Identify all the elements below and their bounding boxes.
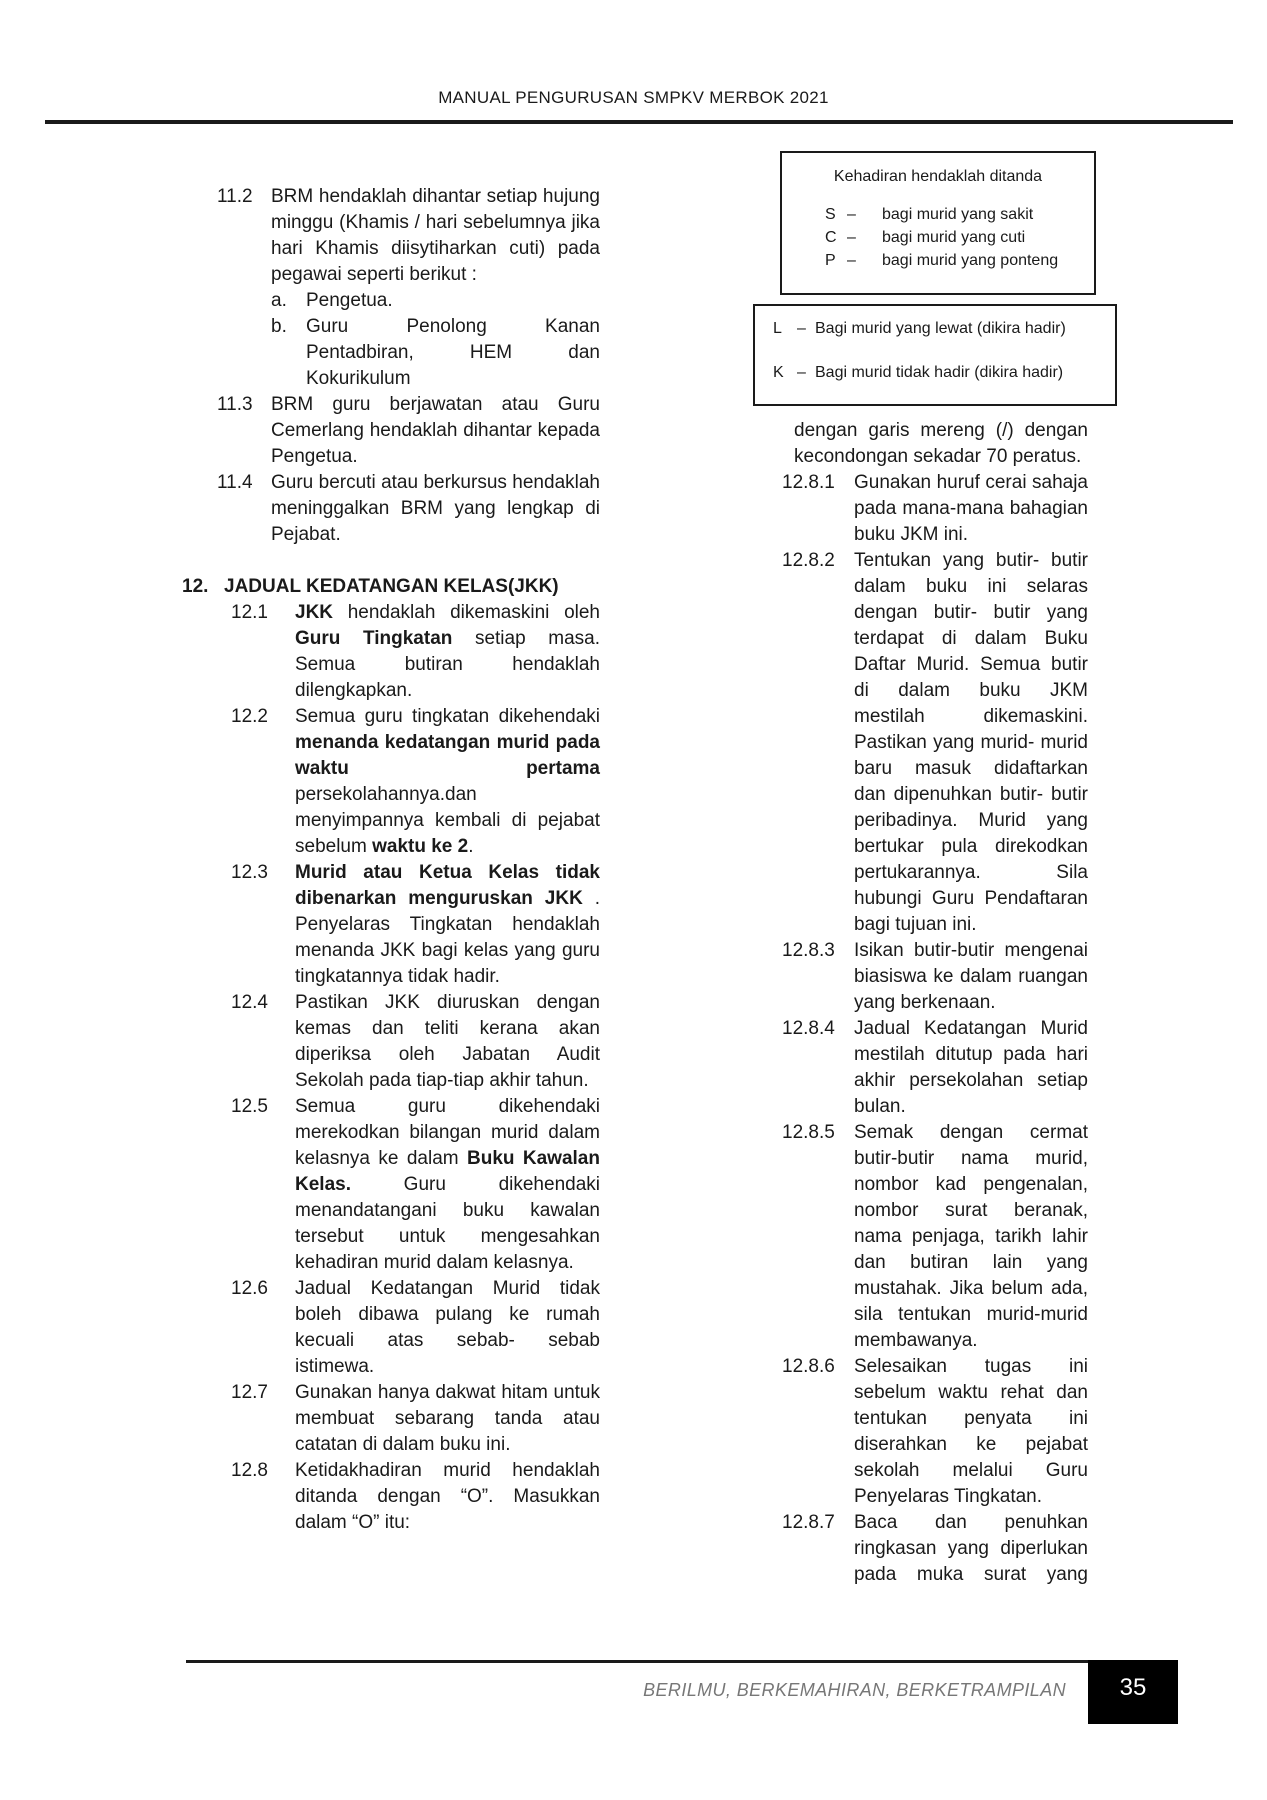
item-text: Gunakan hanya dakwat hitam untuk membuat sebarang tanda atau catatan di dalam buku ini.	[295, 1382, 600, 1455]
item-text: Gunakan huruf cerai sahaja pada mana-mana bahagian buku JKM ini.	[854, 472, 1088, 545]
item-number: 12.5	[231, 1096, 268, 1117]
page-number: 35	[1088, 1660, 1178, 1724]
item-11-2	[217, 184, 600, 392]
section-12-heading	[182, 574, 600, 600]
item-number: 12.1	[231, 602, 268, 623]
sub-text: Pengetua.	[306, 290, 393, 311]
code: C	[825, 229, 837, 246]
item-number: 11.4	[217, 472, 253, 493]
item-text: Jadual Kedatangan Murid tidak boleh dibawa pulang ke rumah kecuali atas sebab- sebab istimewa.	[295, 1278, 600, 1377]
left-column	[182, 184, 600, 1536]
code-row-p	[782, 249, 1094, 272]
item-12-8-7	[782, 1510, 1088, 1588]
section-title: JADUAL KEDATANGAN KELAS(JKK)	[224, 576, 559, 597]
code: P	[825, 252, 836, 269]
item-12-7	[231, 1380, 600, 1458]
item-12-3	[231, 860, 600, 990]
code-desc: Bagi murid tidak hadir (dikira hadir)	[815, 364, 1064, 381]
code: L	[773, 320, 782, 337]
code-row-s	[782, 203, 1094, 226]
dash: –	[847, 252, 856, 269]
footer-motto: BERILMU, BERKEMAHIRAN, BERKETRAMPILAN	[643, 1680, 1066, 1700]
item-text: Pastikan JKK diuruskan dengan kemas dan teliti kerana akan diperiksa oleh Jabatan Audit Sekolah pada tiap-tiap akhir tahun.	[295, 992, 600, 1091]
sub-item-a	[271, 288, 600, 314]
item-text: BRM guru berjawatan atau Guru Cemerlang hendaklah dihantar kepada Pengetua.	[271, 394, 600, 467]
item-number: 12.8.5	[782, 1122, 835, 1143]
item-text: Murid atau Ketua Kelas tidak dibenarkan menguruskan JKK . Penyelaras Tingkatan hendaklah menanda JKK bagi kelas yang guru tingkatannya tidak hadir.	[295, 862, 600, 987]
item-number: 12.8.7	[782, 1512, 835, 1533]
item-12-8-6	[782, 1354, 1088, 1510]
item-text: Semua guru tingkatan dikehendaki menanda kedatangan murid pada waktu pertama persekolahannya.dan menyimpannya kembali di pejabat sebelum waktu ke 2.	[295, 706, 600, 857]
sub-label: a.	[271, 290, 287, 311]
item-12-8	[231, 1458, 600, 1536]
dash: –	[847, 229, 856, 246]
item-number: 12.8.2	[782, 550, 835, 571]
item-text: Semua guru dikehendaki merekodkan bilangan murid dalam kelasnya ke dalam Buku Kawalan Kelas. Guru dikehendaki menandatangani buku kawalan tersebut untuk mengesahkan kehadiran murid dalam kelasnya.	[295, 1096, 600, 1273]
item-12-8-4	[782, 1016, 1088, 1120]
item-12-6	[231, 1276, 600, 1380]
item-number: 12.4	[231, 992, 268, 1013]
item-text: BRM hendaklah dihantar setiap hujung minggu (Khamis / hari sebelumnya jika hari Khamis diisytiharkan cuti) pada pegawai seperti berikut :	[271, 186, 600, 285]
item-text: Isikan butir-butir mengenai biasiswa ke dalam ruangan yang berkenaan.	[854, 940, 1088, 1013]
attendance-code-box	[780, 151, 1096, 295]
item-text: Selesaikan tugas ini sebelum waktu rehat dan tentukan penyata ini diserahkan ke pejabat sekolah melalui Guru Penyelaras Tingkatan.	[854, 1356, 1088, 1507]
item-text: JKK hendaklah dikemaskini oleh Guru Tingkatan setiap masa. Semua butiran hendaklah dilengkapkan.	[295, 602, 600, 701]
item-12-8-1	[782, 470, 1088, 548]
sub-text: Guru Penolong Kanan Pentadbiran, HEM dan Kokurikulum	[306, 316, 600, 389]
dash: –	[847, 206, 856, 223]
item-number: 12.6	[231, 1278, 268, 1299]
item-number: 11.3	[217, 394, 253, 415]
code-desc: Bagi murid yang lewat (dikira hadir)	[815, 320, 1066, 337]
page-header: MANUAL PENGURUSAN SMPKV MERBOK 2021	[438, 88, 829, 107]
item-number: 12.8.3	[782, 940, 835, 961]
code: K	[773, 364, 784, 381]
item-12-8-3	[782, 938, 1088, 1016]
item-number: 12.3	[231, 862, 268, 883]
code-row-l	[755, 317, 1115, 340]
late-absent-code-box	[753, 304, 1117, 406]
code-desc: bagi murid yang sakit	[882, 206, 1034, 223]
item-text: Semak dengan cermat butir-butir nama murid, nombor kad pengenalan, nombor surat beranak, nama penjaga, tarikh lahir dan butiran lain yang mustahak. Jika belum ada, sila tentukan murid-murid membawanya.	[854, 1122, 1088, 1351]
code-row-c	[782, 226, 1094, 249]
item-number: 12.8.6	[782, 1356, 835, 1377]
continuation-text: dengan garis mereng (/) dengan kecondongan sekadar 70 peratus.	[794, 420, 1088, 467]
code: S	[825, 206, 836, 223]
item-12-8-5	[782, 1120, 1088, 1354]
item-number: 12.8.1	[782, 472, 835, 493]
item-12-8-2	[782, 548, 1088, 938]
item-number: 12.7	[231, 1382, 268, 1403]
code-desc: bagi murid yang ponteng	[882, 252, 1059, 269]
item-number: 11.2	[217, 186, 253, 207]
footer-rule	[186, 1660, 1088, 1663]
item-text: Jadual Kedatangan Murid mestilah ditutup pada hari akhir persekolahan setiap bulan.	[854, 1018, 1088, 1117]
item-number: 12.2	[231, 706, 268, 727]
header-rule	[45, 120, 1233, 124]
item-11-4	[217, 470, 600, 548]
sub-label: b.	[271, 316, 287, 337]
item-12-5	[231, 1094, 600, 1276]
item-number: 12.8.4	[782, 1018, 835, 1039]
code-desc: bagi murid yang cuti	[882, 229, 1026, 246]
dash: –	[797, 364, 806, 381]
code-row-k	[755, 361, 1115, 384]
item-12-2	[231, 704, 600, 860]
sub-item-b	[271, 314, 600, 392]
item-11-3	[217, 392, 600, 470]
item-text: Guru bercuti atau berkursus hendaklah meninggalkan BRM yang lengkap di Pejabat.	[271, 472, 600, 545]
item-12-4	[231, 990, 600, 1094]
dash: –	[797, 320, 806, 337]
box-title: Kehadiran hendaklah ditanda	[833, 168, 1043, 185]
item-text: Ketidakhadiran murid hendaklah ditanda dengan “O”. Masukkan dalam “O” itu:	[295, 1460, 600, 1533]
item-number: 12.8	[231, 1460, 268, 1481]
item-text: Baca dan penuhkan ringkasan yang diperlukan pada muka surat yang	[854, 1512, 1088, 1585]
section-number: 12.	[182, 576, 209, 597]
item-text: Tentukan yang butir- butir dalam buku ini selaras dengan butir- butir yang terdapat di dalam Buku Daftar Murid. Semua butir di dalam buku JKM mestilah dikemaskini. Pastikan yang murid- murid baru masuk didaftarkan dan dipenuhkan butir- butir peribadinya. Murid yang bertukar pula direkodkan pertukarannya. Sila hubungi Guru Pendaftaran bagi tujuan ini.	[854, 550, 1088, 935]
right-column	[782, 418, 1088, 1588]
item-12-1	[231, 600, 600, 704]
